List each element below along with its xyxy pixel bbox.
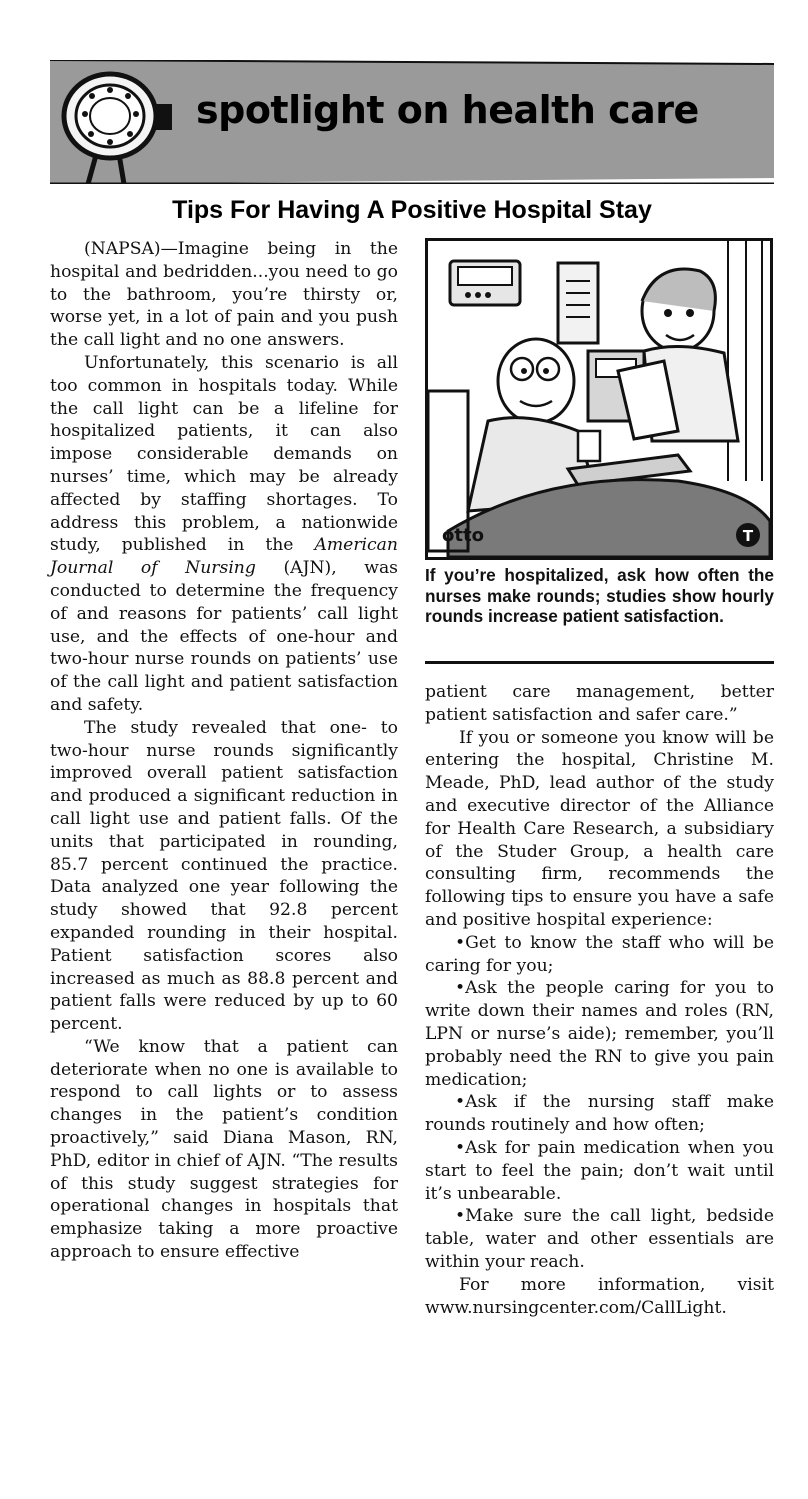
cartoon-caption: If you’re hospitalized, ask how often the nurses make rounds; studies show hourly rounds increase patient satisfaction. — [425, 565, 774, 627]
article-headline: Tips For Having A Positive Hospital Stay — [172, 196, 652, 224]
paragraph: (NAPSA)—Imagine being in the hospital and bedridden...you need to go to the bathroom, you’re thirsty or, worse yet, in a lot of pain and you push the call light and no one answers. — [50, 239, 398, 351]
paragraph: patient care management, better patient satisfaction and safer care.” — [425, 682, 774, 725]
tip-item: •Ask for pain medication when you start to feel the pain; don’t wait until it’s unbearable. — [425, 1137, 774, 1204]
cartoon-signature: otto — [442, 525, 484, 546]
banner-title: spotlight on health care — [196, 88, 699, 132]
article-column-right — [425, 681, 774, 1319]
cartoon-badge: T — [742, 527, 754, 545]
paragraph: Unfortunately, this scenario is all too common in hospitals today. While the call light can be a lifeline for hospitalized patients, it can also impose considerable demands on nurses’ time, which may be already affected by staffing shortages. To address this problem, a nationwide study, published in the American Journal of Nursing (AJN), was conducted to determine the frequency of and reasons for patients’ call light use, and the effects of one-hour and two-hour nurse rounds on patients’ use of the call light and patient satisfaction and safety. — [50, 352, 399, 715]
paragraph: If you or someone you know will be entering the hospital, Christine M. Meade, PhD, lead author of the study and executive director of the Alliance for Health Care Research, a subsidiary of the Studer Group, a health care consulting firm, recommends the following tips to ensure you have a safe and positive hospital experience: — [425, 727, 774, 930]
closing-paragraph: For more information, visit www.nursingcenter.com/CallLight. — [425, 1274, 774, 1318]
tip-item: •Get to know the staff who will be caring for you; — [425, 932, 774, 976]
tip-item: •Ask the people caring for you to write down their names and roles (RN, LPN or nurse’s aide); remember, you’ll probably need the RN to give you pain medication; — [425, 978, 774, 1090]
paragraph: The study revealed that one- to two-hour nurse rounds significantly improved overall patient satisfaction and produced a significant reduction in call light use and patient falls. Of the units that participated in rounding, 85.7 percent continued the practice. Data analyzed one year following the study showed that 92.8 percent expanded rounding in their hospital. Patient satisfaction scores also increased as much as 88.8 percent and patient falls were reduced by up to 60 percent. — [50, 717, 398, 1035]
tip-item: •Make sure the call light, bedside table, water and other essentials are within your reach. — [425, 1206, 774, 1272]
nurse-patient-cartoon — [428, 241, 770, 557]
spotlight-lamp-icon — [58, 68, 178, 184]
journal-title: American Journal of Nursing — [50, 535, 398, 579]
paragraph: “We know that a patient can deteriorate when no one is available to respond to call lights or to assess changes in the patient’s condition proactively,” said Diana Mason, RN, PhD, editor in chief of AJN. “The results of this study suggest strategies for operational changes in hospitals that emphasize taking a more proactive approach to ensure effective — [50, 1036, 398, 1263]
section-banner — [50, 60, 774, 184]
tip-item: •Ask if the nursing staff make rounds routinely and how often; — [425, 1092, 774, 1136]
cartoon-illustration — [425, 238, 773, 560]
article-column-left — [50, 238, 398, 1264]
caption-divider — [425, 661, 774, 664]
